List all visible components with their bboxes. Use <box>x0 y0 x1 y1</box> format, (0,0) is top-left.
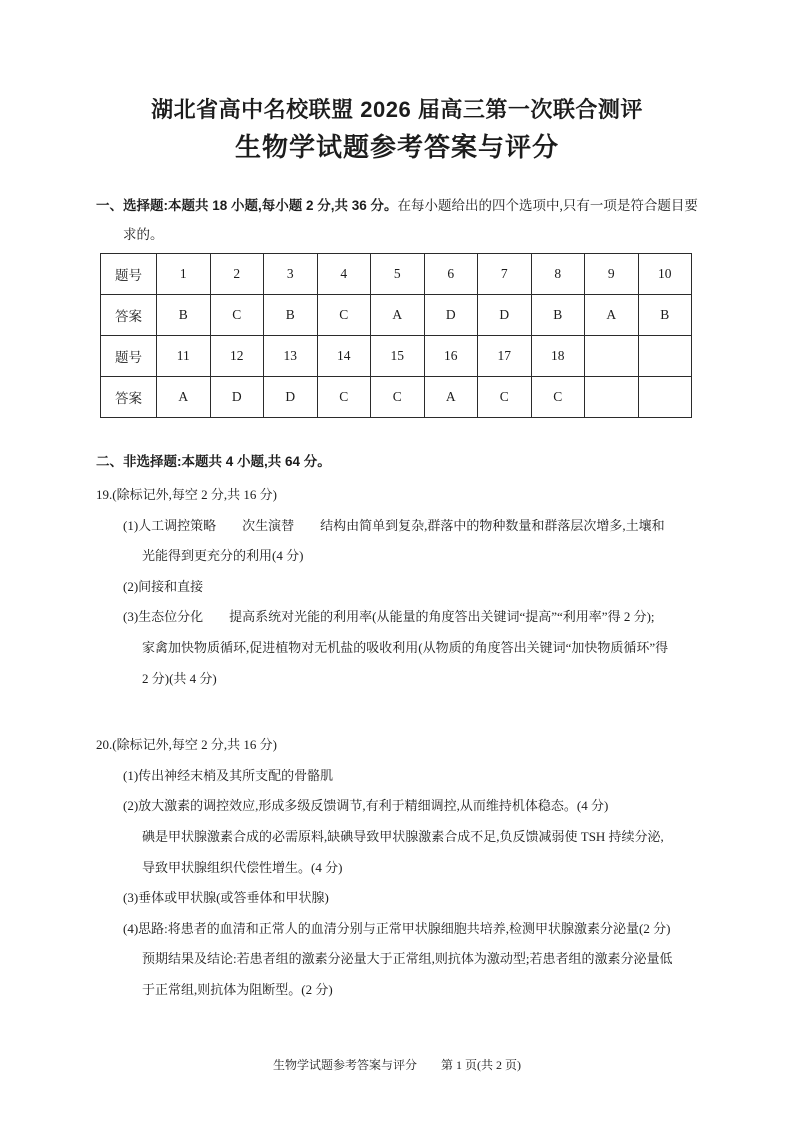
table-cell: D <box>478 295 532 336</box>
table-cell <box>585 336 639 377</box>
table-cell: 15 <box>371 336 425 377</box>
answer-line: 家禽加快物质循环,促进植物对无机盐的吸收利用(从物质的角度答出关键词“加快物质循环”得 <box>142 639 669 655</box>
table-cell: A <box>585 295 639 336</box>
table-cell: B <box>264 295 318 336</box>
table-row <box>101 295 692 336</box>
answer-line: 碘是甲状腺激素合成的必需原料,缺碘导致甲状腺激素合成不足,负反馈减弱使 TSH 持续分泌, <box>142 828 664 844</box>
table-cell: 6 <box>424 254 478 295</box>
table-cell <box>638 336 692 377</box>
table-cell: 4 <box>317 254 371 295</box>
table-cell: A <box>157 377 211 418</box>
question-20-stem: 20.(除标记外,每空 2 分,共 16 分) <box>96 737 277 753</box>
answer-line: (1)传出神经末梢及其所支配的骨骼肌 <box>123 767 334 783</box>
table-row <box>101 336 692 377</box>
table-cell: 16 <box>424 336 478 377</box>
answer-line: 光能得到更充分的利用(4 分) <box>142 548 304 564</box>
table-cell: D <box>424 295 478 336</box>
table-cell: A <box>424 377 478 418</box>
table-cell: 13 <box>264 336 318 377</box>
question-20 <box>96 730 698 1005</box>
table-cell: 18 <box>531 336 585 377</box>
row-header-cell: 答案 <box>101 295 157 336</box>
table-cell: 10 <box>638 254 692 295</box>
page-footer: 生物学试题参考答案与评分 第 1 页(共 2 页) <box>273 1058 521 1072</box>
table-cell: 1 <box>157 254 211 295</box>
table-cell: B <box>157 295 211 336</box>
section-choice-heading-line2: 求的。 <box>123 226 164 242</box>
table-cell: C <box>317 377 371 418</box>
table-cell: D <box>264 377 318 418</box>
answer-line: (2)间接和直接 <box>123 578 204 594</box>
table-cell: C <box>210 295 264 336</box>
table-cell: A <box>371 295 425 336</box>
row-header-cell: 答案 <box>101 377 157 418</box>
answer-line: 导致甲状腺组织代偿性增生。(4 分) <box>142 859 343 875</box>
answer-line: 2 分)(共 4 分) <box>142 670 217 686</box>
table-cell: 9 <box>585 254 639 295</box>
answer-line: 于正常组,则抗体为阻断型。(2 分) <box>142 981 333 997</box>
table-cell: B <box>638 295 692 336</box>
table-cell: 8 <box>531 254 585 295</box>
table-row <box>101 377 692 418</box>
section-choice-heading-bold: 一、选择题:本题共 18 小题,每小题 2 分,共 36 分。 <box>96 198 398 213</box>
question-19 <box>96 480 698 694</box>
table-cell: B <box>531 295 585 336</box>
table-cell: C <box>317 295 371 336</box>
table-cell: 5 <box>371 254 425 295</box>
table-cell <box>585 377 639 418</box>
answer-line: (1)人工调控策略 次生演替 结构由简单到复杂,群落中的物种数量和群落层次增多,土壤和 <box>123 517 665 533</box>
table-cell <box>638 377 692 418</box>
table-cell: 14 <box>317 336 371 377</box>
answer-line: (4)思路:将患者的血清和正常人的血清分别与正常甲状腺细胞共培养,检测甲状腺激素分泌量(2 分) <box>123 920 671 936</box>
table-cell: 17 <box>478 336 532 377</box>
answer-line: (3)生态位分化 提高系统对光能的利用率(从能量的角度答出关键词“提高”“利用率”得 2 分); <box>123 609 655 625</box>
answer-line: 预期结果及结论:若患者组的激素分泌量大于正常组,则抗体为激动型;若患者组的激素分泌量低 <box>142 951 673 967</box>
table-cell: C <box>531 377 585 418</box>
table-cell: C <box>371 377 425 418</box>
page-title: 生物学试题参考答案与评分 <box>234 132 559 162</box>
answer-line: (2)放大激素的调控效应,形成多级反馈调节,有利于精细调控,从而维持机体稳态。(4 分) <box>123 798 609 814</box>
question-19-stem: 19.(除标记外,每空 2 分,共 16 分) <box>96 487 277 502</box>
row-header-cell: 题号 <box>101 336 157 377</box>
exam-title: 湖北省高中名校联盟 2026 届高三第一次联合测评 <box>151 97 643 122</box>
section-choice-heading-rest: 在每小题给出的四个选项中,只有一项是符合题目要 <box>397 198 698 213</box>
table-cell: C <box>478 377 532 418</box>
answer-table <box>100 253 692 418</box>
table-cell: 3 <box>264 254 318 295</box>
answer-line: (3)垂体或甲状腺(或答垂体和甲状腺) <box>123 890 329 906</box>
row-header-cell: 题号 <box>101 254 157 295</box>
section-choice-heading-line1 <box>96 192 698 221</box>
table-row <box>101 254 692 295</box>
table-cell: 11 <box>157 336 211 377</box>
section-nonchoice-heading: 二、非选择题:本题共 4 小题,共 64 分。 <box>96 454 331 469</box>
table-cell: 12 <box>210 336 264 377</box>
section-choice-heading <box>96 192 698 249</box>
table-cell: D <box>210 377 264 418</box>
table-cell: 7 <box>478 254 532 295</box>
table-cell: 2 <box>210 254 264 295</box>
